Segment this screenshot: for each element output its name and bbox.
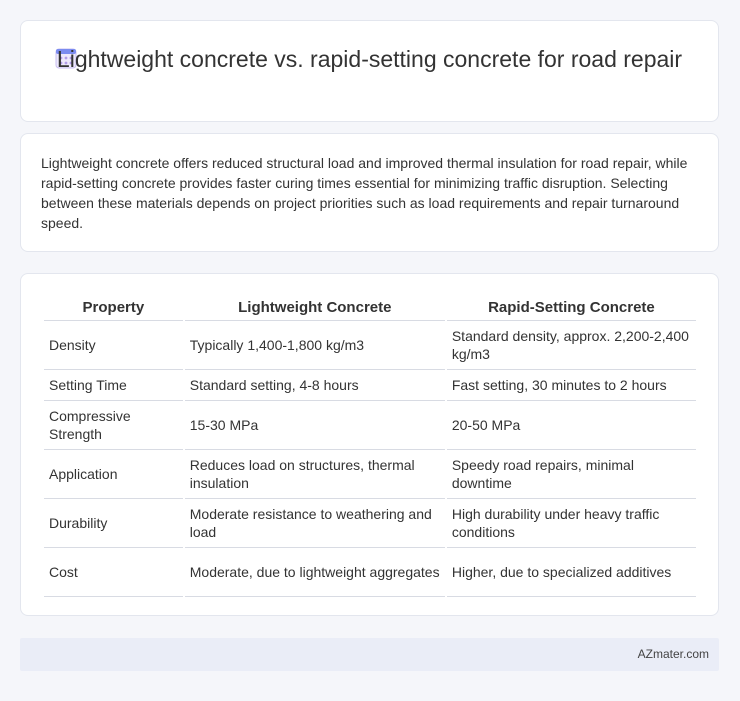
table-cell: Compressive Strength xyxy=(44,401,183,450)
table-cell: Setting Time xyxy=(44,370,183,401)
header-rapid-setting: Rapid-Setting Concrete xyxy=(447,294,696,321)
table-cell: High durability under heavy traffic conditions xyxy=(447,499,696,548)
table-cell: Speedy road repairs, minimal downtime xyxy=(447,450,696,499)
header-property: Property xyxy=(44,294,183,321)
table-cell: Moderate, due to lightweight aggregates xyxy=(185,548,445,597)
table-cell: 20-50 MPa xyxy=(447,401,696,450)
intro-paragraph: Lightweight concrete offers reduced structural load and improved thermal insulation for road repair, while rapid-setting concrete provides faster curing times essential for minimizing traffic disruption. Selecting between these materials depends on project priorities such as load requirements and repair turnaround speed. xyxy=(41,155,688,231)
table-row xyxy=(44,321,696,370)
comparison-table xyxy=(42,294,698,597)
table-row xyxy=(44,450,696,499)
table-cell: Higher, due to specialized additives xyxy=(447,548,696,597)
table-cell: Typically 1,400-1,800 kg/m3 xyxy=(185,321,445,370)
table-cell: Moderate resistance to weathering and load xyxy=(185,499,445,548)
table-row xyxy=(44,548,696,597)
page-title-wrap xyxy=(21,45,718,74)
table-row xyxy=(44,370,696,401)
table-cell: Standard density, approx. 2,200-2,400 kg/m3 xyxy=(447,321,696,370)
title-card xyxy=(20,20,719,122)
comparison-table-card xyxy=(20,273,719,616)
table-header-row xyxy=(44,294,696,321)
table-cell: Fast setting, 30 minutes to 2 hours xyxy=(447,370,696,401)
table-cell: 15-30 MPa xyxy=(185,401,445,450)
table-row xyxy=(44,401,696,450)
table-cell: Standard setting, 4-8 hours xyxy=(185,370,445,401)
page-title: Lightweight concrete vs. rapid-setting concrete for road repair xyxy=(56,46,683,72)
table-cell: Application xyxy=(44,450,183,499)
table-row xyxy=(44,499,696,548)
footer-brand: AZmater.com xyxy=(637,647,709,661)
footer-bar xyxy=(20,638,719,671)
table-cell: Cost xyxy=(44,548,183,597)
header-lightweight: Lightweight Concrete xyxy=(185,294,445,321)
table-cell: Durability xyxy=(44,499,183,548)
intro-card xyxy=(20,133,719,252)
table-cell: Density xyxy=(44,321,183,370)
table-cell: Reduces load on structures, thermal insulation xyxy=(185,450,445,499)
